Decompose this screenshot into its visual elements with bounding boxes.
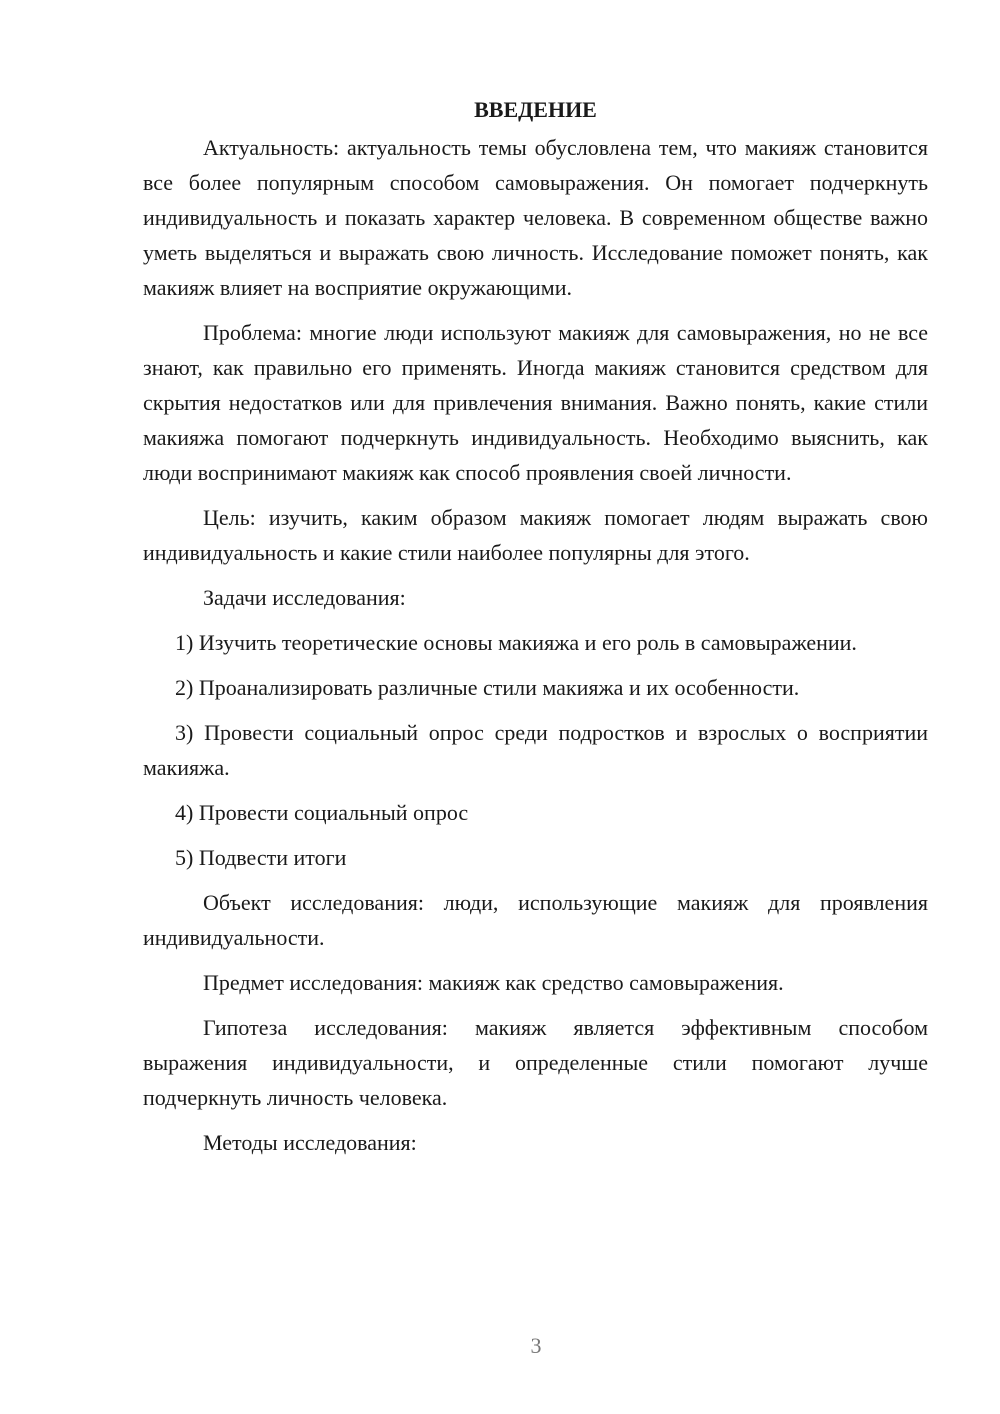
task-item-4: 4) Провести социальный опрос: [175, 800, 469, 825]
document-page: [143, 92, 928, 1170]
goal-paragraph: Цель: изучить, каким образом макияж помогает людям выражать свою индивидуальность и какие стили наиболее популярны для этого.: [143, 505, 928, 565]
task-item-1: 1) Изучить теоретические основы макияжа и его роль в самовыражении.: [175, 630, 857, 655]
section-title: ВВЕДЕНИЕ: [474, 97, 597, 122]
object-paragraph: Объект исследования: люди, использующие макияж для проявления индивидуальности.: [143, 890, 928, 950]
problem-paragraph: Проблема: многие люди используют макияж для самовыражения, но не все знают, как правильно его применять. Иногда макияж становится средством для скрытия недостатков или для привлечения внимания. Важно понять, какие стили макияжа помогают подчеркнуть индивидуальность. Необходимо выяснить, как люди воспринимают макияж как способ проявления своей личности.: [143, 320, 928, 485]
task-item-5: 5) Подвести итоги: [175, 845, 347, 870]
page-number: 3: [530, 1333, 542, 1358]
tasks-heading: Задачи исследования:: [203, 585, 406, 610]
hypothesis-paragraph: Гипотеза исследования: макияж является эффективным способом выражения индивидуальности, и определенные стили помогают лучше подчеркнуть личность человека.: [143, 1015, 928, 1110]
task-item-2: 2) Проанализировать различные стили макияжа и их особенности.: [175, 675, 800, 700]
methods-paragraph: Методы исследования:: [203, 1130, 417, 1155]
relevance-paragraph: Актуальность: актуальность темы обусловлена тем, что макияж становится все более популярным способом самовыражения. Он помогает подчеркнуть индивидуальность и показать характер человека. В современном обществе важно уметь выделяться и выражать свою личность. Исследование поможет понять, как макияж влияет на восприятие окружающими.: [143, 135, 928, 300]
subject-paragraph: Предмет исследования: макияж как средство самовыражения.: [203, 970, 784, 995]
task-item-3: 3) Провести социальный опрос среди подростков и взрослых о восприятии макияжа.: [143, 720, 928, 780]
